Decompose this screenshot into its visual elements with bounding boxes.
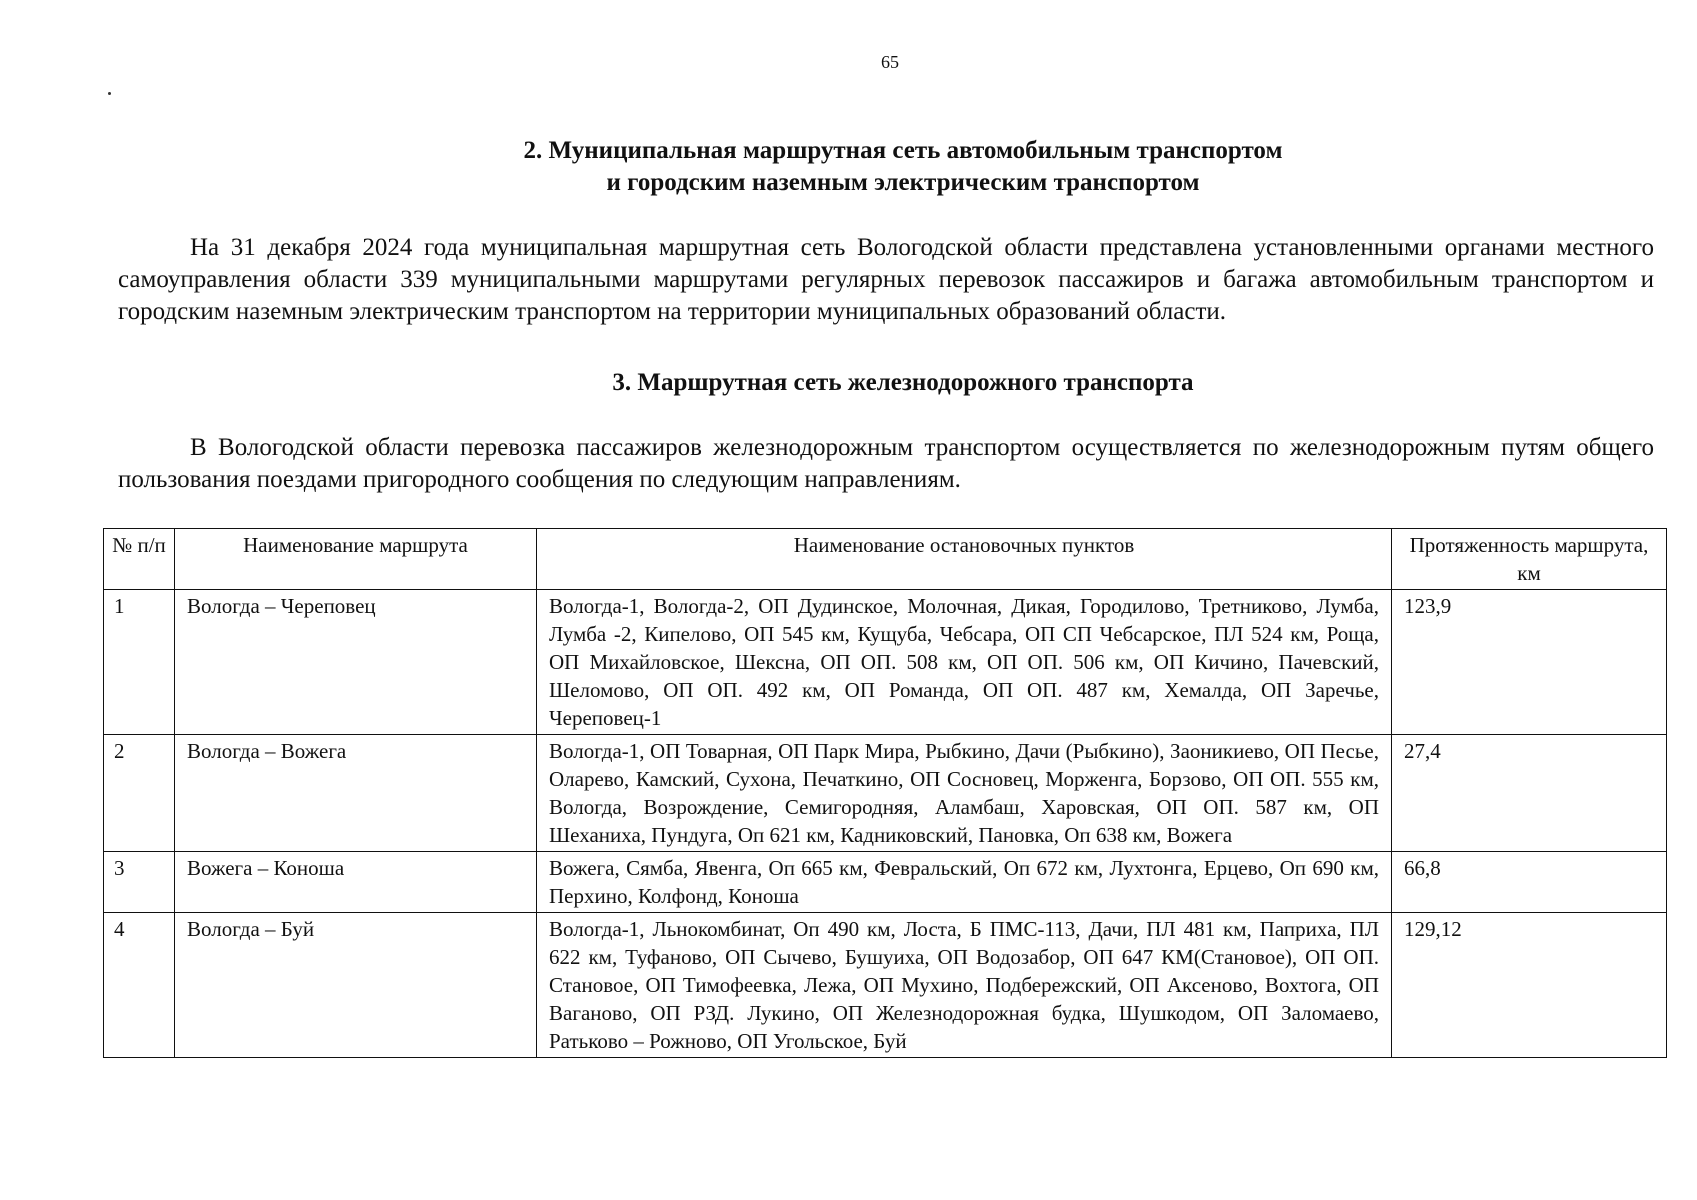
section-2-heading-line2: и городским наземным электрическим транспортом xyxy=(606,169,1200,196)
row-num: 3 xyxy=(104,852,175,913)
row-stops: Вологда-1, ОП Товарная, ОП Парк Мира, Рыбкино, Дачи (Рыбкино), Заоникиево, ОП Песье, Оларево, Камский, Сухона, Печаткино, ОП Сосновец, Морженга, Борзово, ОП ОП. 555 км, Вологда, Возрождение, Семигородняя, Аламбаш, Харовская, ОП ОП. 587 км, ОП Шеханиха, Пундуга, Оп 621 км, Кадниковский, Пановка, Оп 638 км, Вожега xyxy=(537,735,1392,852)
row-route: Вологда – Буй xyxy=(175,913,537,1058)
row-route: Вологда – Вожега xyxy=(175,735,537,852)
table-row xyxy=(104,913,1667,1058)
section-3-paragraph: В Вологодской области перевозка пассажиров железнодорожным транспортом осуществляется по железнодорожным путям общего пользования поездами пригородного сообщения по следующим направлениям. xyxy=(118,434,1654,493)
row-length: 27,4 xyxy=(1392,735,1667,852)
table-header-row xyxy=(104,529,1667,590)
row-length: 123,9 xyxy=(1392,590,1667,735)
row-num: 2 xyxy=(104,735,175,852)
section-2-paragraph: На 31 декабря 2024 года муниципальная маршрутная сеть Вологодской области представлена установленными органами местного самоуправления области 339 муниципальными маршрутами регулярных перевозок пассажиров и багажа автомобильным транспортом и городским наземным электрическим транспортом на территории муниципальных образований области. xyxy=(118,234,1654,325)
page-number: 65 xyxy=(881,52,899,72)
header-stops: Наименование остановочных пунктов xyxy=(537,529,1392,590)
row-stops: Вожега, Сямба, Явенга, Оп 665 км, Февральский, Оп 672 км, Лухтонга, Ерцево, Оп 690 км, Перхино, Колфонд, Коноша xyxy=(537,852,1392,913)
table-row xyxy=(104,590,1667,735)
header-length: Протяженность маршрута, км xyxy=(1392,529,1667,590)
section-3-heading: 3. Маршрутная сеть железнодорожного транспорта xyxy=(612,369,1194,396)
section-2-heading xyxy=(0,135,1697,199)
section-2-heading-line1: 2. Муниципальная маршрутная сеть автомобильным транспортом xyxy=(523,137,1283,164)
routes-table xyxy=(103,528,1667,1058)
row-num: 1 xyxy=(104,590,175,735)
table-row xyxy=(104,852,1667,913)
header-num: № п/п xyxy=(104,529,175,590)
row-length: 129,12 xyxy=(1392,913,1667,1058)
row-route: Вожега – Коноша xyxy=(175,852,537,913)
row-stops: Вологда-1, Вологда-2, ОП Дудинское, Молочная, Дикая, Городилово, Третниково, Лумба, Лумба -2, Кипелово, ОП 545 км, Кущуба, Чебсара, ОП СП Чебсарское, ПЛ 524 км, Роща, ОП Михайловское, Шексна, ОП ОП. 508 км, ОП ОП. 506 км, ОП Кичино, Пачевский, Шеломово, ОП ОП. 492 км, ОП Романда, ОП ОП. 487 км, Хемалда, ОП Заречье, Череповец-1 xyxy=(537,590,1392,735)
table-row xyxy=(104,735,1667,852)
row-stops: Вологда-1, Льнокомбинат, Оп 490 км, Лоста, Б ПМС-113, Дачи, ПЛ 481 км, Паприха, ПЛ 622 км, Туфаново, ОП Сычево, Бушуиха, ОП Водозабор, ОП 647 КМ(Становое), ОП ОП. Становое, ОП Тимофеевка, Лежа, ОП Мухино, Подбережский, ОП Аксеново, Вохтога, ОП Ваганово, ОП РЗД. Лукино, ОП Железнодорожная будка, Шушкодом, ОП Заломаево, Ратьково – Рожново, ОП Угольское, Буй xyxy=(537,913,1392,1058)
row-num: 4 xyxy=(104,913,175,1058)
scan-dot xyxy=(108,92,111,95)
row-route: Вологда – Череповец xyxy=(175,590,537,735)
header-route: Наименование маршрута xyxy=(175,529,537,590)
row-length: 66,8 xyxy=(1392,852,1667,913)
